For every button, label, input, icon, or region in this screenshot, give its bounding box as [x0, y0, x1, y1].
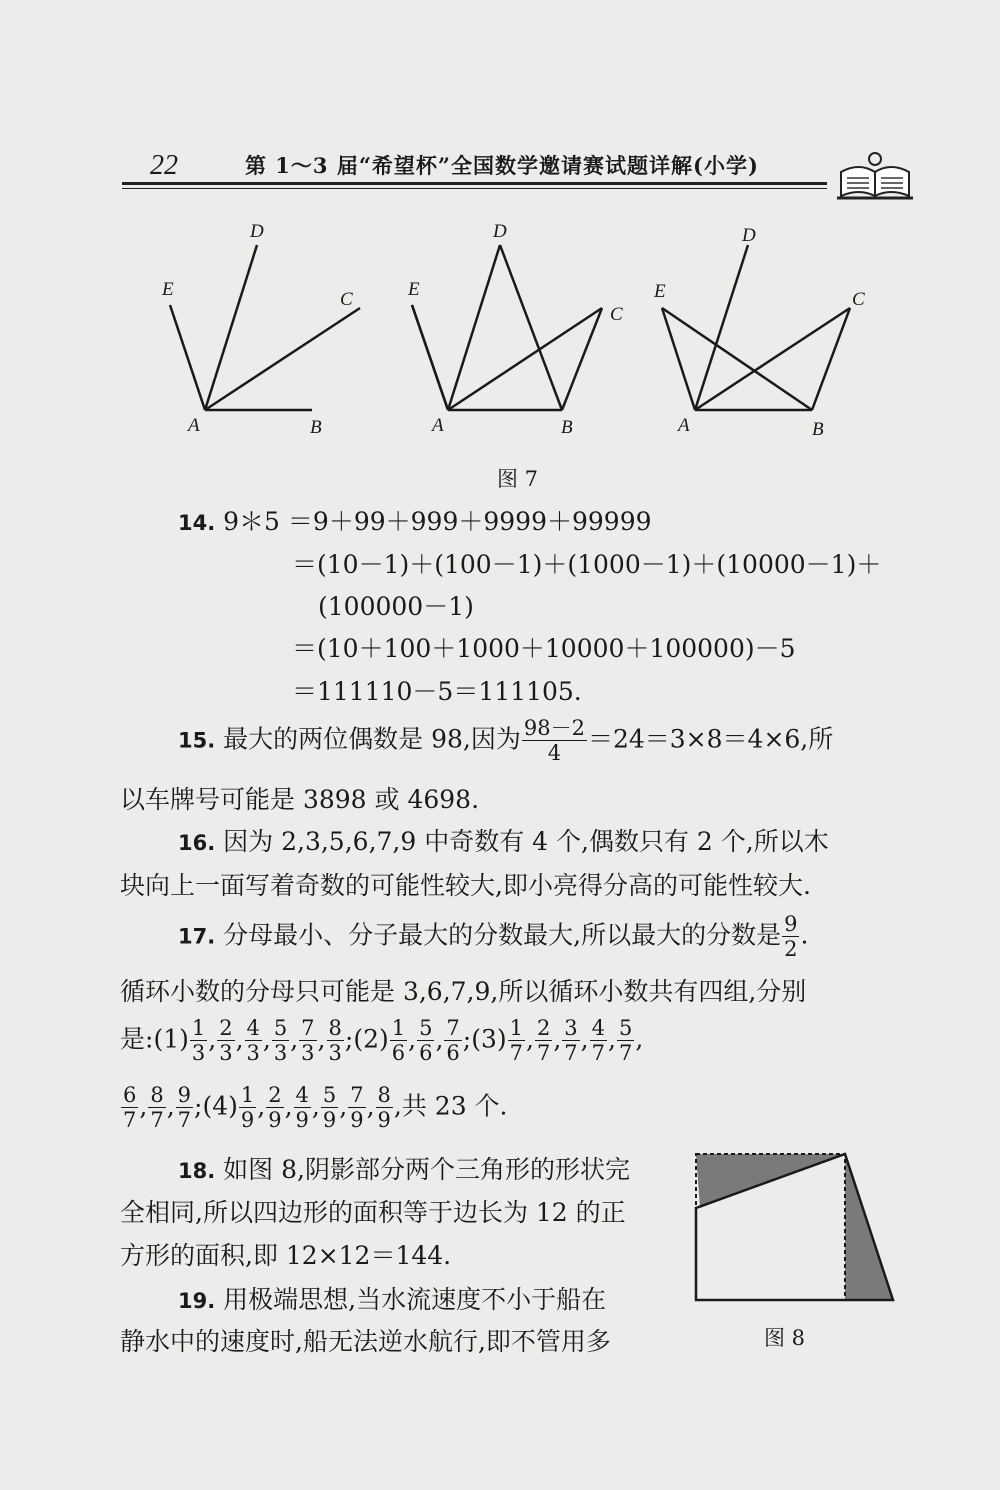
fraction-gf3-4	[299, 1018, 316, 1064]
fraction-gf9-0	[239, 1085, 256, 1131]
fraction-gf9-2	[294, 1085, 311, 1131]
fraction-gf7a-4	[617, 1018, 634, 1064]
fraction-gf3-0	[190, 1018, 207, 1064]
label-a2: A	[432, 415, 444, 436]
label-b1: B	[310, 417, 322, 438]
p18-number: 18.	[178, 1159, 216, 1183]
p15-line1	[178, 718, 833, 764]
fraction-gf3-5	[327, 1018, 344, 1064]
p17-shi: 是:	[120, 1024, 154, 1054]
max-frac-denominator: 2	[784, 937, 798, 961]
p15-number: 15.	[178, 728, 216, 753]
label-d3: D	[742, 225, 756, 246]
p16-line1	[178, 822, 829, 858]
p15-text-b: ＝24＝3×8＝4×6,所	[587, 724, 834, 754]
fraction-gf7b-2	[176, 1085, 193, 1131]
denominator: 3	[328, 1041, 342, 1065]
numerator: 4	[591, 1016, 605, 1040]
numerator: 1	[240, 1083, 255, 1107]
running-title: 第 1～3 届“希望杯”全国数学邀请赛试题详解(小学)	[245, 153, 759, 178]
label-b2: B	[561, 417, 573, 438]
denominator: 6	[446, 1041, 460, 1065]
p14-line4: ＝(10＋100＋1000＋10000＋100000)－5	[292, 634, 796, 663]
figure-7-labels	[161, 221, 865, 440]
group-3-fractions: $\frac{1}{7}$ , $\frac{2}{7}$ , $\frac{3}{7}$ , $\frac{4}{7}$ , $\frac{5}{7}$	[509, 1016, 633, 1065]
numerator: 4	[246, 1016, 260, 1040]
p14-expression: 9＊5 ＝9＋99＋999＋9999＋99999	[223, 507, 652, 536]
numerator: 7	[446, 1016, 460, 1040]
numerator: 6	[123, 1083, 137, 1107]
p15-frac-numerator: 98－2	[523, 716, 585, 740]
label-a3: A	[678, 415, 690, 436]
numerator: 3	[564, 1016, 578, 1040]
p15-frac-denominator: 4	[547, 741, 562, 765]
denominator: 3	[301, 1041, 315, 1065]
denominator: 7	[536, 1041, 551, 1065]
numerator: 1	[509, 1016, 523, 1040]
fraction-gf7b-0	[121, 1085, 138, 1131]
figure-8-diagram	[690, 1150, 905, 1310]
p17-total: ,共 23 个.	[393, 1091, 508, 1121]
denominator: 7	[618, 1041, 633, 1065]
max-frac-numerator: 9	[784, 912, 798, 936]
header-rule	[122, 182, 827, 185]
p18-line1	[178, 1150, 630, 1186]
numerator: 5	[419, 1016, 433, 1040]
numerator: 9	[177, 1083, 192, 1107]
fraction-gf7b-1	[148, 1085, 165, 1131]
fraction-gf6-0	[390, 1018, 407, 1064]
numerator: 5	[618, 1016, 633, 1040]
denominator: 3	[273, 1041, 288, 1065]
numerator: 2	[219, 1016, 233, 1040]
fraction-gf9-4	[348, 1085, 365, 1131]
label-b3: B	[812, 419, 824, 440]
p19-number: 19.	[178, 1289, 216, 1313]
fraction-gf3-2	[245, 1018, 262, 1064]
p17-line4: $\frac{6}{7}$ , $\frac{8}{7}$ , $\frac{9}{7}$ ;(4) $\frac{1}{9}$ , $\frac{2}{9}$ , $\frac{4}{9}$ , $\frac{5}{9}$ , $\frac{7}{9}$ , $\frac{8}{9}$ ,共 23 个.	[120, 1085, 508, 1131]
numerator: 7	[350, 1083, 364, 1107]
header-rule-thin	[122, 188, 827, 189]
group-3-fractions-cont: $\frac{6}{7}$ , $\frac{8}{7}$ , $\frac{9}{7}$	[123, 1083, 192, 1132]
fraction-gf6-1	[417, 1018, 434, 1064]
denominator: 7	[509, 1041, 523, 1065]
denominator: 9	[322, 1108, 337, 1132]
denominator: 7	[123, 1108, 137, 1132]
denominator: 9	[377, 1108, 391, 1132]
numerator: 2	[536, 1016, 551, 1040]
page-number: 22	[150, 150, 178, 181]
p17-line3: 是:(1) $\frac{1}{3}$ , $\frac{2}{3}$ , $\frac{4}{3}$ , $\frac{5}{3}$ , $\frac{7}{3}$ , $\frac{8}{3}$ ;(2) $\frac{1}{6}$ , $\frac{5}{6}$ , $\frac{7}{6}$ ;(3) $\frac{1}{7}$ , $\frac{2}{7}$ , $\frac{3}{7}$ , $\frac{4}{7}$ , $\frac{5}{7}$ ,	[120, 1016, 644, 1065]
denominator: 9	[350, 1108, 364, 1132]
label-d2: D	[493, 221, 507, 242]
p19-line2: 静水中的速度时,船无法逆水航行,即不管用多	[120, 1327, 611, 1356]
p19-text: 用极端思想,当水流速度不小于船在	[223, 1285, 607, 1314]
fraction-gf3-3	[272, 1018, 289, 1064]
p17-line2: 循环小数的分母只可能是 3,6,7,9,所以循环小数共有四组,分别	[120, 977, 807, 1006]
p14-line3: (100000－1)	[318, 592, 474, 621]
p18-text: 如图 8,阴影部分两个三角形的形状完	[223, 1155, 630, 1184]
denominator: 3	[191, 1041, 206, 1065]
fraction-gf9-5	[376, 1085, 393, 1131]
p14-line1	[178, 502, 652, 538]
denominator: 3	[246, 1041, 260, 1065]
label-e1: E	[162, 279, 174, 300]
figure-7-diagram	[150, 215, 910, 445]
p17-line1: 17. 分母最小、分子最大的分数最大,所以最大的分数是 $\frac{9}{2}$ .	[178, 912, 809, 961]
group-1-fractions: $\frac{1}{3}$ , $\frac{2}{3}$ , $\frac{4}{3}$ , $\frac{5}{3}$ , $\frac{7}{3}$ , $\frac{8}{3}$	[191, 1016, 342, 1065]
fraction-gf7a-3	[590, 1018, 607, 1064]
group-4-label: (4)	[202, 1091, 238, 1121]
fraction-gf6-2	[444, 1018, 461, 1064]
label-d1: D	[250, 221, 264, 242]
p19-line1	[178, 1280, 606, 1316]
numerator: 1	[191, 1016, 206, 1040]
fraction-gf7a-2	[562, 1018, 579, 1064]
denominator: 6	[419, 1041, 433, 1065]
group-1-label: (1)	[153, 1024, 189, 1054]
label-c1: C	[340, 289, 353, 310]
numerator: 8	[150, 1083, 164, 1107]
denominator: 9	[295, 1108, 309, 1132]
label-e2: E	[408, 279, 420, 300]
denominator: 7	[177, 1108, 192, 1132]
numerator: 2	[268, 1083, 282, 1107]
numerator: 8	[377, 1083, 391, 1107]
p14-number: 14.	[178, 511, 216, 535]
p16-number: 16.	[178, 831, 216, 855]
denominator: 7	[150, 1108, 164, 1132]
p14-line5: ＝111110－5＝111105.	[292, 677, 582, 706]
p16-line2: 块向上一面写着奇数的可能性较大,即小亮得分高的可能性较大.	[120, 871, 811, 900]
label-c3: C	[852, 289, 865, 310]
p18-line2: 全相同,所以四边形的面积等于边长为 12 的正	[120, 1198, 626, 1227]
denominator: 3	[219, 1041, 233, 1065]
group-3-label: (3)	[471, 1024, 507, 1054]
p17-text: 分母最小、分子最大的分数最大,所以最大的分数是	[223, 920, 782, 950]
fraction-gf3-1	[217, 1018, 234, 1064]
p15-line2: 以车牌号可能是 3898 或 4698.	[120, 785, 480, 814]
label-e3: E	[654, 281, 666, 302]
numerator: 7	[301, 1016, 315, 1040]
figure-8-caption: 图 8	[764, 1326, 806, 1350]
denominator: 9	[240, 1108, 255, 1132]
group-4-fractions: $\frac{1}{9}$ , $\frac{2}{9}$ , $\frac{4}{9}$ , $\frac{5}{9}$ , $\frac{7}{9}$ , $\frac{8}{9}$	[240, 1083, 391, 1132]
p14-line2: ＝(10－1)＋(100－1)＋(1000－1)＋(10000－1)＋	[292, 550, 882, 579]
open-book-icon	[835, 150, 915, 202]
fraction-gf7a-1	[535, 1018, 552, 1064]
label-c2: C	[610, 304, 623, 325]
denominator: 9	[268, 1108, 282, 1132]
group-2-label: (2)	[353, 1024, 389, 1054]
p15-fraction	[522, 718, 587, 764]
fraction-gf9-3	[321, 1085, 338, 1131]
p17-max-fraction	[782, 914, 799, 960]
numerator: 1	[391, 1016, 406, 1040]
numerator: 5	[322, 1083, 337, 1107]
denominator: 7	[591, 1041, 605, 1065]
figure-7-caption: 图 7	[497, 467, 539, 491]
denominator: 6	[391, 1041, 406, 1065]
p18-line3: 方形的面积,即 12×12＝144.	[120, 1241, 452, 1270]
fraction-gf7a-0	[508, 1018, 525, 1064]
numerator: 4	[295, 1083, 309, 1107]
label-a1: A	[188, 415, 200, 436]
denominator: 7	[564, 1041, 578, 1065]
group-2-fractions: $\frac{1}{6}$ , $\frac{5}{6}$ , $\frac{7}{6}$	[391, 1016, 460, 1065]
p15-text-a: 最大的两位偶数是 98,因为	[223, 724, 521, 754]
numerator: 8	[328, 1016, 342, 1040]
p16-text: 因为 2,3,5,6,7,9 中奇数有 4 个,偶数只有 2 个,所以木	[223, 827, 829, 856]
numerator: 5	[273, 1016, 288, 1040]
p17-number: 17.	[178, 924, 216, 949]
fraction-gf9-1	[266, 1085, 283, 1131]
